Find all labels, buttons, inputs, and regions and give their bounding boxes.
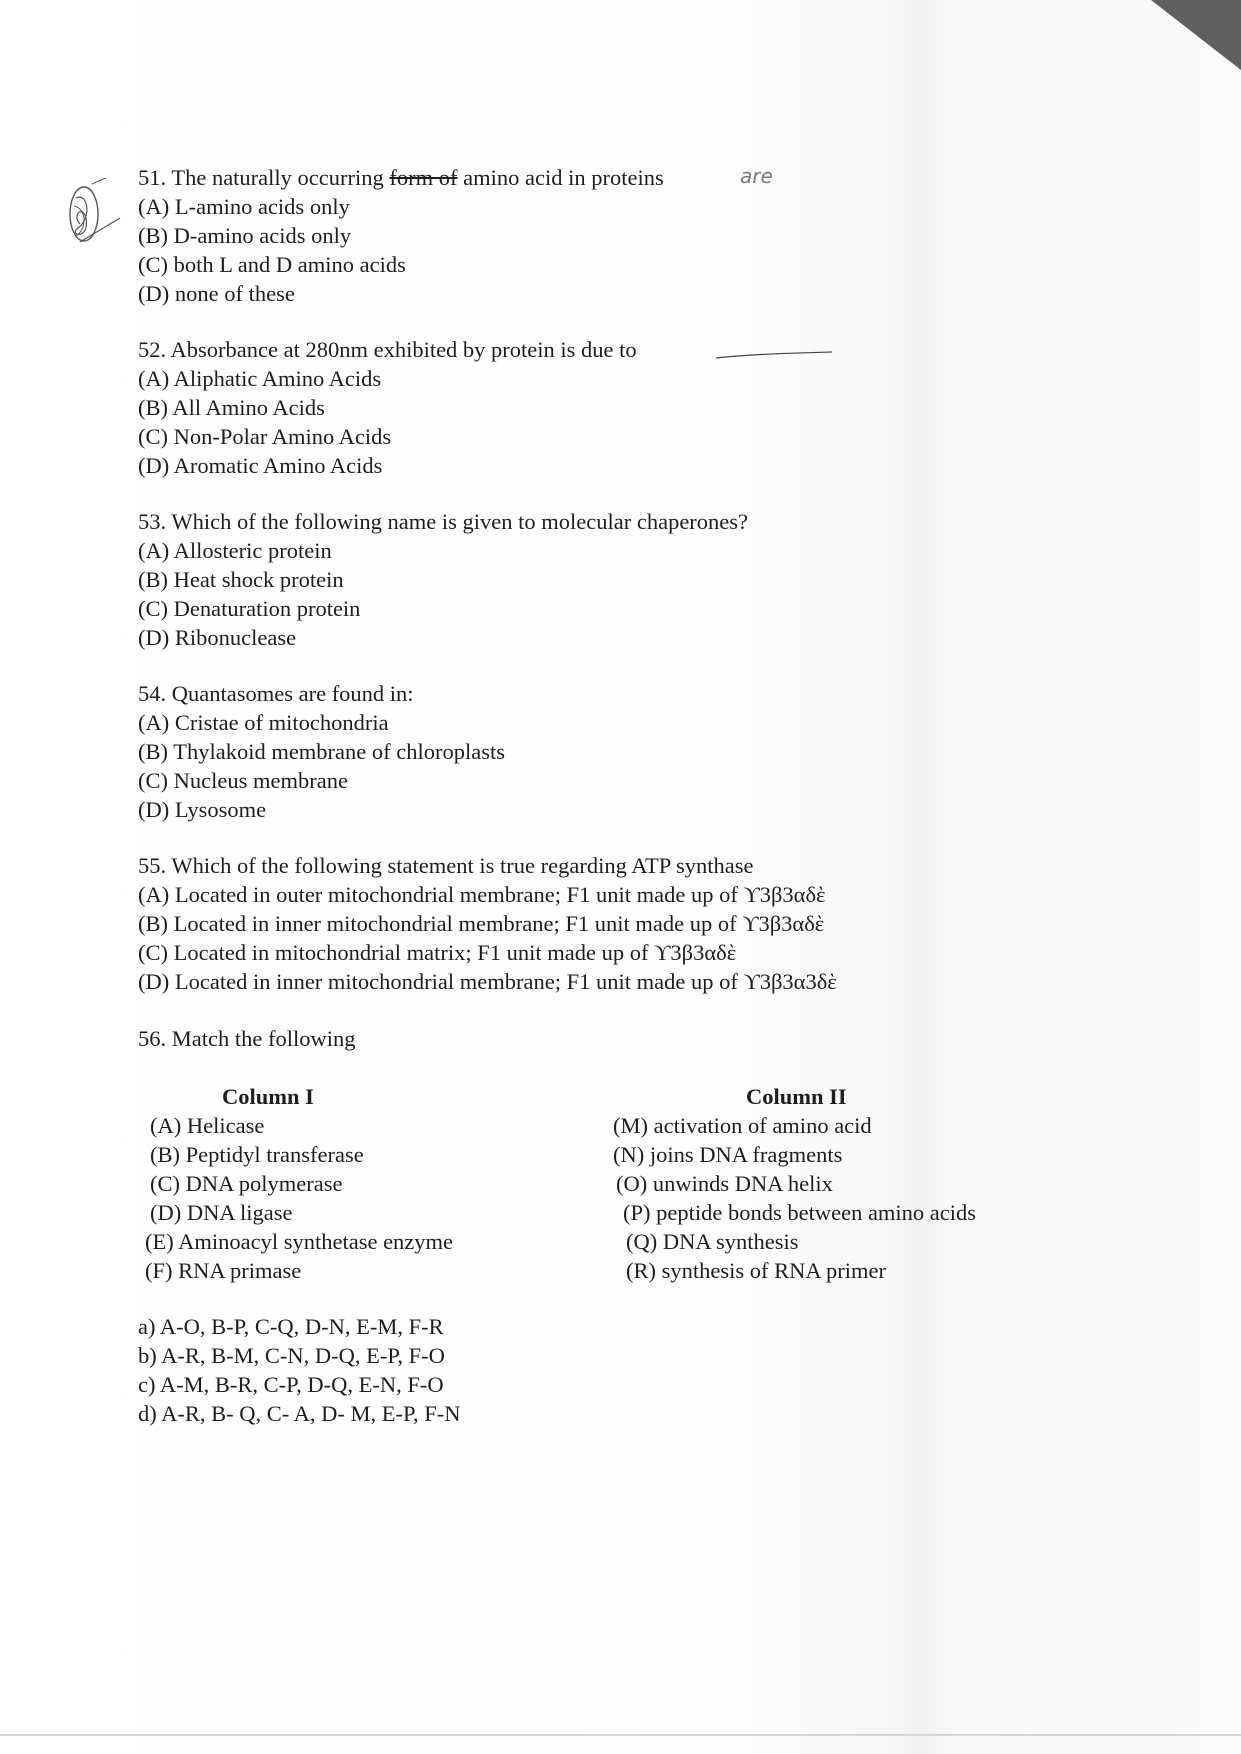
- option-d: (D) Aromatic Amino Acids: [138, 453, 383, 478]
- column-1-item: (E) Aminoacyl synthetase enzyme: [145, 1229, 454, 1254]
- option-a: (A) L-amino acids only: [138, 194, 350, 219]
- option-b: (B) D-amino acids only: [138, 223, 352, 248]
- question-stem: 53. Which of the following name is given to molecular chaperones?: [138, 509, 749, 534]
- column-2-title: Column II: [746, 1084, 847, 1109]
- option-d: (D) none of these: [138, 281, 295, 306]
- option-c: (C) Non-Polar Amino Acids: [138, 424, 392, 449]
- question-stem: 52. Absorbance at 280nm exhibited by protein is due to: [138, 337, 637, 362]
- answer-option-b: b) A-R, B-M, C-N, D-Q, E-P, F-O: [138, 1343, 445, 1368]
- column-2-item: (O) unwinds DNA helix: [616, 1171, 833, 1196]
- question-stem: 55. Which of the following statement is true regarding ATP synthase: [138, 853, 754, 878]
- option-c: (C) Located in mitochondrial matrix; F1 unit made up of ϒ3β3αδὲ: [138, 940, 737, 965]
- column-1-item: (C) DNA polymerase: [150, 1171, 343, 1196]
- column-1-item: (F) RNA primase: [145, 1258, 302, 1283]
- column-1-item: (D) DNA ligase: [150, 1200, 293, 1225]
- scan-edge-line: [0, 1734, 1241, 1736]
- answer-option-d: d) A-R, B- Q, C- A, D- M, E-P, F-N: [138, 1401, 461, 1426]
- question-56: [138, 1024, 355, 1053]
- option-a: (A) Allosteric protein: [138, 538, 332, 563]
- folded-corner: [1151, 0, 1241, 70]
- column-2-item: (N) joins DNA fragments: [613, 1142, 843, 1167]
- column-2-list: [613, 1111, 976, 1285]
- option-a: (A) Cristae of mitochondria: [138, 710, 389, 735]
- option-d: (D) Located in inner mitochondrial membrane; F1 unit made up of ϒ3β3α3δὲ: [138, 969, 837, 994]
- option-b: (B) All Amino Acids: [138, 395, 325, 420]
- column-1-title: Column I: [222, 1084, 314, 1109]
- column-2-item: (P) peptide bonds between amino acids: [623, 1200, 977, 1225]
- column-2-item: (Q) DNA synthesis: [626, 1229, 799, 1254]
- question-52: [138, 335, 637, 480]
- column-2-item: (R) synthesis of RNA primer: [626, 1258, 886, 1283]
- column-2-item: (M) activation of amino acid: [613, 1113, 872, 1138]
- pen-scribble-mark: [58, 178, 128, 268]
- option-d: (D) Ribonuclease: [138, 625, 297, 650]
- answer-option-a: a) A-O, B-P, C-Q, D-N, E-M, F-R: [138, 1314, 444, 1339]
- question-53: [138, 507, 748, 652]
- column-1-item: (B) Peptidyl transferase: [150, 1142, 364, 1167]
- answer-option-c: c) A-M, B-R, C-P, D-Q, E-N, F-O: [138, 1372, 444, 1397]
- question-stem: 54. Quantasomes are found in:: [138, 681, 414, 706]
- option-a: (A) Aliphatic Amino Acids: [138, 366, 382, 391]
- question-stem: 51. The naturally occurring form of amino acid in proteins: [138, 165, 664, 190]
- option-d: (D) Lysosome: [138, 797, 267, 822]
- option-c: (C) Denaturation protein: [138, 596, 361, 621]
- handwritten-note: are: [740, 164, 773, 188]
- option-c: (C) both L and D amino acids: [138, 252, 406, 277]
- question-56-answers: [138, 1312, 461, 1428]
- question-55: [138, 851, 837, 996]
- option-c: (C) Nucleus membrane: [138, 768, 348, 793]
- question-stem: 56. Match the following: [138, 1026, 356, 1051]
- question-54: [138, 679, 505, 824]
- column-1-list: [145, 1111, 454, 1285]
- option-b: (B) Heat shock protein: [138, 567, 344, 592]
- option-b: (B) Located in inner mitochondrial membrane; F1 unit made up of ϒ3β3αδὲ: [138, 911, 825, 936]
- question-51: [138, 163, 664, 308]
- option-a: (A) Located in outer mitochondrial membrane; F1 unit made up of ϒ3β3αδὲ: [138, 882, 826, 907]
- option-b: (B) Thylakoid membrane of chloroplasts: [138, 739, 505, 764]
- pen-underline-mark: [714, 350, 834, 362]
- column-1-item: (A) Helicase: [150, 1113, 265, 1138]
